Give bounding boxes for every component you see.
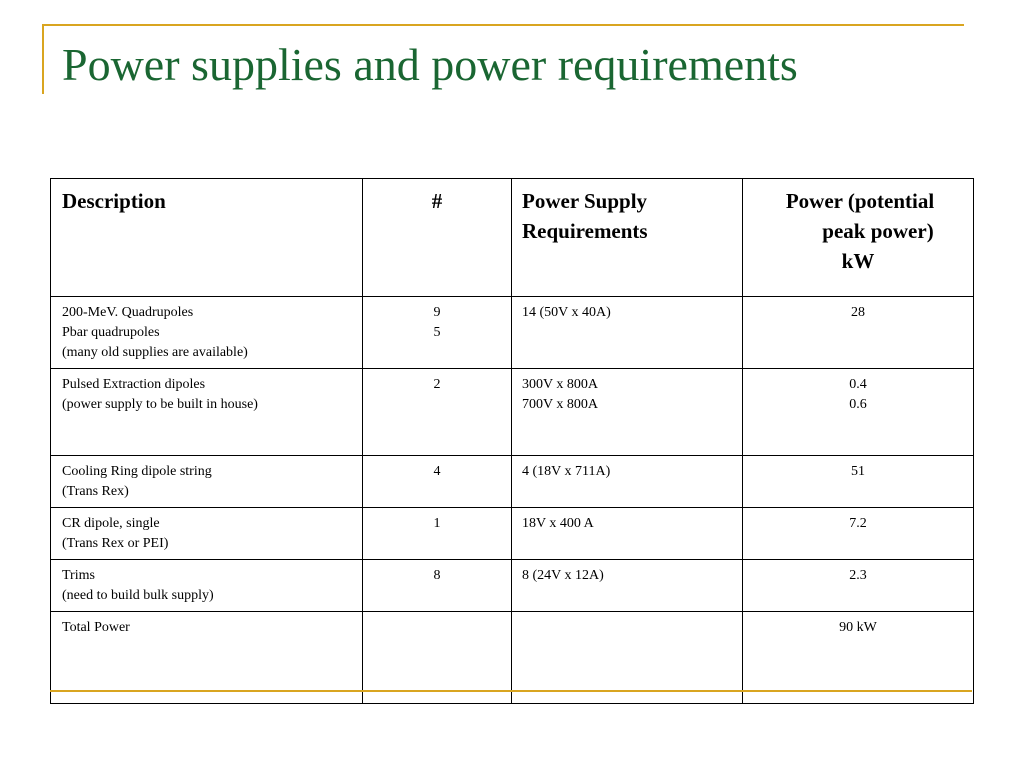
slide-title: Power supplies and power requirements [62, 39, 798, 90]
cell-power [743, 369, 974, 456]
cell-count-line: 4 [433, 464, 441, 479]
cell-description [51, 508, 363, 560]
cell-description-line: Trims [62, 568, 95, 583]
cell-count-line: 8 [433, 568, 441, 583]
cell-power [743, 508, 974, 560]
table-header-row [51, 179, 974, 297]
header-power-line: peak power) [822, 219, 934, 243]
header-requirements-line: Requirements [522, 219, 648, 243]
cell-requirements-line: 700V x 800A [522, 397, 598, 412]
cell-power-line: 2.3 [849, 568, 867, 583]
cell-count-line: 2 [433, 377, 441, 392]
cell-requirements-line: 18V x 400 A [522, 516, 594, 531]
cell-requirements [512, 560, 743, 612]
cell-requirements-line: 14 (50V x 40A) [522, 305, 611, 320]
header-description-label: Description [62, 189, 166, 213]
cell-requirements-line: 8 (24V x 12A) [522, 568, 604, 583]
cell-description [51, 297, 363, 369]
cell-count [363, 297, 512, 369]
header-description [51, 179, 363, 297]
header-power-line: kW [841, 249, 875, 273]
cell-description-line: CR dipole, single [62, 516, 160, 531]
cell-power-line: 90 kW [839, 620, 877, 635]
cell-requirements [512, 297, 743, 369]
cell-description-line: (power supply to be built in house) [62, 397, 258, 412]
cell-requirements [512, 508, 743, 560]
header-power-line: Power (potential [785, 189, 935, 213]
cell-power-line: 0.4 [849, 377, 867, 392]
cell-requirements-line: 300V x 800A [522, 377, 598, 392]
cell-count [363, 560, 512, 612]
cell-power [743, 560, 974, 612]
cell-power-line: 51 [851, 464, 865, 479]
table-row [51, 369, 974, 456]
cell-description-line: (need to build bulk supply) [62, 588, 214, 603]
cell-description-line: (Trans Rex or PEI) [62, 536, 169, 551]
cell-description [51, 560, 363, 612]
cell-power-line: 0.6 [849, 397, 867, 412]
header-count-label: # [431, 189, 443, 213]
cell-count [363, 369, 512, 456]
decorative-left-rule [42, 24, 44, 94]
cell-requirements [512, 456, 743, 508]
cell-power [743, 456, 974, 508]
cell-requirements [512, 369, 743, 456]
table-row [51, 297, 974, 369]
cell-description [51, 369, 363, 456]
cell-description [51, 456, 363, 508]
cell-description-line: Pulsed Extraction dipoles [62, 377, 206, 392]
decorative-top-rule [42, 24, 964, 26]
cell-count-line: 9 [433, 305, 441, 320]
cell-power-line: 28 [851, 305, 865, 320]
header-power [743, 179, 974, 297]
cell-count [363, 508, 512, 560]
header-requirements [512, 179, 743, 297]
cell-count-line: 5 [433, 325, 441, 340]
cell-description-line: Total Power [62, 620, 130, 635]
cell-description-line: (Trans Rex) [62, 484, 129, 499]
header-requirements-line: Power Supply [522, 189, 648, 213]
cell-power [743, 297, 974, 369]
cell-description-line: Pbar quadrupoles [62, 325, 160, 340]
table-row [51, 456, 974, 508]
table-row [51, 508, 974, 560]
table-row [51, 560, 974, 612]
power-supply-table [50, 178, 974, 704]
cell-count [363, 456, 512, 508]
cell-count-line: 1 [433, 516, 441, 531]
cell-description-line: (many old supplies are available) [62, 345, 248, 360]
decorative-bottom-rule [50, 690, 972, 692]
cell-power-line: 7.2 [849, 516, 867, 531]
header-count [363, 179, 512, 297]
cell-requirements-line: 4 (18V x 711A) [522, 464, 611, 479]
cell-description-line: 200-MeV. Quadrupoles [62, 305, 194, 320]
cell-description-line: Cooling Ring dipole string [62, 464, 212, 479]
